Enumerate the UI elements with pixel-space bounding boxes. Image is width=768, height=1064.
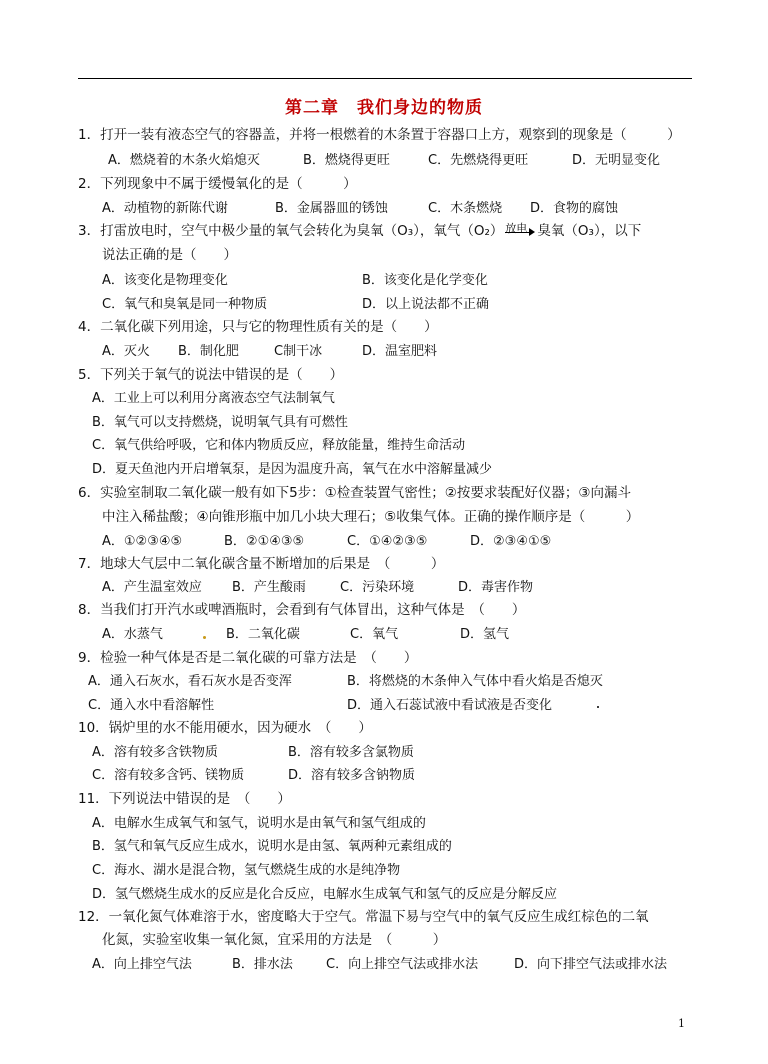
question-6-stem-cont: 中注入稀盐酸；④向锥形瓶中加几小块大理石；⑤收集气体。正确的操作顺序是（ ） <box>102 509 640 525</box>
option-c: C．污染环境 <box>340 580 415 595</box>
option-b: B．将燃烧的木条伸入气体中看火焰是否熄灭 <box>347 674 603 689</box>
question-10-stem: 10．锅炉里的水不能用硬水，因为硬水 （ ） <box>78 720 372 736</box>
option-d: D．夏天鱼池内开启增氧泵，是因为温度升高，氧气在水中溶解量减少 <box>92 462 493 477</box>
question-9-options-row1 <box>0 673 680 690</box>
question-2-stem: 2．下列现象中不属于缓慢氧化的是（ ） <box>78 176 357 192</box>
question-1-options <box>0 152 680 169</box>
option-d: D．②③④①⑤ <box>470 534 552 549</box>
header-rule <box>78 78 692 79</box>
option-b: B．氧气可以支持燃烧，说明氧气具有可燃性 <box>92 415 348 430</box>
option-a: A．水蒸气 <box>102 627 163 642</box>
option-b: B．排水法 <box>232 957 293 972</box>
option-a: A．通入石灰水，看石灰水是否变浑 <box>88 674 292 689</box>
option-a: A．灭火 <box>102 344 150 359</box>
page-number: 1 <box>678 1017 685 1030</box>
option-d: D．毒害作物 <box>458 580 534 595</box>
question-3-stem-part-a: 3．打雷放电时，空气中极少量的氧气会转化为臭氧（O₃），氧气（O₂） <box>78 223 504 239</box>
question-12-stem: 12．一氧化氮气体难溶于水，密度略大于空气。常温下易与空气中的氧气反应生成红棕色的二氧 <box>78 909 649 925</box>
option-c: C制干冰 <box>274 344 323 359</box>
option-b: B．氢气和氧气反应生成水，说明水是由氢、氧两种元素组成的 <box>92 839 452 854</box>
stray-dot <box>597 706 599 708</box>
question-6-options <box>0 533 680 550</box>
option-b: B．产生酸雨 <box>232 580 306 595</box>
option-b: B．金属器皿的锈蚀 <box>275 201 388 216</box>
option-a: A．产生温室效应 <box>102 580 202 595</box>
option-d: D．食物的腐蚀 <box>530 201 619 216</box>
question-6-stem: 6．实验室制取二氧化碳一般有如下5步：①检查装置气密性；②按要求装配好仪器；③向漏斗 <box>78 485 631 501</box>
option-c: C．氧气和臭氧是同一种物质 <box>102 297 268 312</box>
stray-mark <box>203 636 206 639</box>
option-b: B．该变化是化学变化 <box>362 273 488 288</box>
option-a: A．该变化是物理变化 <box>102 273 228 288</box>
question-4-options <box>0 343 680 360</box>
question-8-options <box>0 626 680 643</box>
question-3-stem-part-b: 臭氧（O₃），以下 <box>537 223 642 239</box>
option-d: D．溶有较多含钠物质 <box>288 768 416 783</box>
option-c: C．木条燃烧 <box>428 201 503 216</box>
question-3-stem-cont: 说法正确的是（ ） <box>102 247 237 263</box>
option-d: D．以上说法都不正确 <box>362 297 490 312</box>
option-a: A．溶有较多含铁物质 <box>92 745 218 760</box>
option-b: B．②①④③⑤ <box>224 534 305 549</box>
option-a: A．动植物的新陈代谢 <box>102 201 228 216</box>
option-d: D．温室肥料 <box>362 344 438 359</box>
reaction-arrow <box>505 224 535 238</box>
option-c: C．海水、湖水是混合物，氢气燃烧生成的水是纯净物 <box>92 863 401 878</box>
question-3-stem <box>78 223 641 240</box>
option-a: A．电解水生成氧气和氢气，说明水是由氧气和氢气组成的 <box>92 816 426 831</box>
question-3-options-row1 <box>0 272 680 289</box>
question-12-stem-cont: 化氮，实验室收集一氧化氮，宜采用的方法是 （ ） <box>102 932 447 948</box>
option-a: A．①②③④⑤ <box>102 534 183 549</box>
reaction-arrow-label: 放电 <box>505 222 528 235</box>
option-c: C．氧气供给呼吸，它和体内物质反应，释放能量，维持生命活动 <box>92 438 466 453</box>
option-b: B．二氧化碳 <box>226 627 300 642</box>
option-a: A．工业上可以利用分离液态空气法制氧气 <box>92 391 335 406</box>
question-10-options-row2 <box>0 767 680 784</box>
question-3-options-row2 <box>0 296 680 313</box>
option-c: C．溶有较多含钙、镁物质 <box>92 768 245 783</box>
option-c: C．氧气 <box>350 627 399 642</box>
question-12-options <box>0 956 680 973</box>
option-d: D．无明显变化 <box>572 153 661 168</box>
question-5-stem: 5．下列关于氧气的说法中错误的是（ ） <box>78 367 344 383</box>
option-d: D．氢气 <box>460 627 510 642</box>
question-2-options <box>0 200 680 217</box>
question-8-stem: 8．当我们打开汽水或啤酒瓶时，会看到有气体冒出，这种气体是 （ ） <box>78 602 526 618</box>
option-a: A．向上排空气法 <box>92 957 192 972</box>
chapter-title: 第二章 我们身边的物质 <box>285 98 483 118</box>
question-11-stem: 11．下列说法中错误的是 （ ） <box>78 791 291 807</box>
option-c: C．通入水中看溶解性 <box>88 698 215 713</box>
question-10-options-row1 <box>0 744 680 761</box>
option-d: D．向下排空气法或排水法 <box>514 957 668 972</box>
question-1-stem: 1．打开一装有液态空气的容器盖，并将一根燃着的木条置于容器口上方，观察到的现象是（ ） <box>78 127 681 143</box>
option-c: C．先燃烧得更旺 <box>428 153 529 168</box>
option-c: C．①④②③⑤ <box>347 534 428 549</box>
question-7-stem: 7．地球大气层中二氧化碳含量不断增加的后果是 （ ） <box>78 556 445 572</box>
question-9-stem: 9．检验一种气体是否是二氧化碳的可靠方法是 （ ） <box>78 650 418 666</box>
question-9-options-row2 <box>0 697 680 714</box>
option-d: D．氢气燃烧生成水的反应是化合反应，电解水生成氧气和氢气的反应是分解反应 <box>92 887 558 902</box>
option-d: D．通入石蕊试液中看试液是否变化 <box>347 698 553 713</box>
question-4-stem: 4．二氧化碳下列用途，只与它的物理性质有关的是（ ） <box>78 319 438 335</box>
option-b: B．溶有较多含氯物质 <box>288 745 414 760</box>
option-b: B．燃烧得更旺 <box>303 153 390 168</box>
option-a: A．燃烧着的木条火焰熄灭 <box>108 153 260 168</box>
question-7-options <box>0 579 680 596</box>
option-c: C．向上排空气法或排水法 <box>326 957 479 972</box>
option-b: B．制化肥 <box>178 344 239 359</box>
